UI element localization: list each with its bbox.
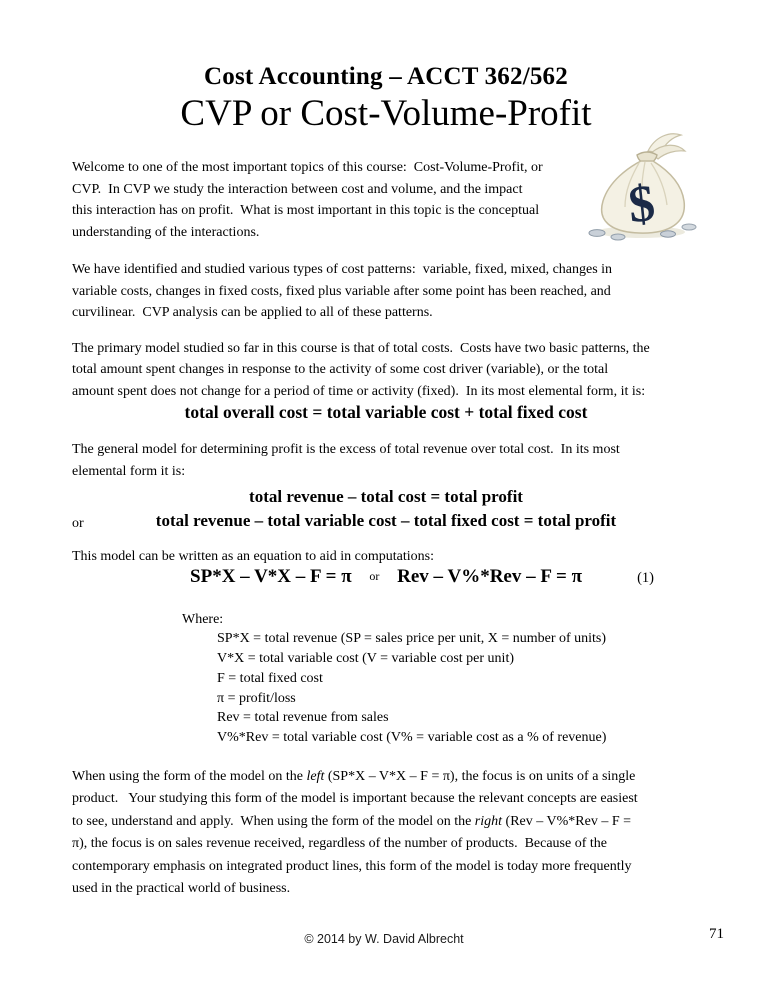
closing-paragraph: When using the form of the model on the left (SP*X – V*X – F = π), the focus is on units of a single product. Your studying this form of the model is important because the relevant concepts are easiest to see, understand and apply. When using the form of the model on the right (Rev – V%*Rev – F = π), the focus is on sales revenue received, regardless of the number of products. Because of the contemporary emphasis on integrated product lines, this form of the model is today more frequently used in the practical world of business. <box>72 769 638 897</box>
page-number: 71 <box>709 926 724 942</box>
cost-patterns-paragraph: We have identified and studied various types of cost patterns: variable, fixed, mixed, changes in variable costs, changes in fixed costs, fixed plus variable after some point has been reached, and curvilinear. CVP analysis can be applied to all of these patterns. <box>72 262 613 320</box>
profit-model-paragraph: The general model for determining profit is the excess of total revenue over total cost. In its most elemental form it is: <box>72 442 620 479</box>
or-label: or <box>72 516 84 531</box>
course-title: Cost Accounting – ACCT 362/562 <box>204 63 568 90</box>
money-bag-image <box>585 129 702 242</box>
equation-line <box>72 563 700 590</box>
dollar-sign: $ <box>625 174 658 235</box>
where-definitions: SP*X = total revenue (SP = sales price per unit, X = number of units) V*X = total variable cost (V = variable cost per unit) F = total fixed cost π = profit/loss Rev = total revenue from sales V%*Rev = total variable cost (V% = variable cost as a % of revenue) <box>217 631 607 746</box>
revenue-formula: total revenue – total cost = total profit <box>249 487 523 506</box>
primary-model-paragraph: The primary model studied so far in this course is that of total costs. Costs have two basic patterns, the total amount spent changes in response to the activity of some cost driver (variable), or the total amount spent does not change for a period of time or activity (fixed). In its most elemental form, it is: <box>72 340 650 399</box>
equation-intro-paragraph: This model can be written as an equation to aid in computations: <box>72 549 434 564</box>
total-cost-formula: total overall cost = total variable cost + total fixed cost <box>184 402 588 422</box>
page-title: CVP or Cost-Volume-Profit <box>180 93 592 134</box>
page-footer <box>0 922 768 962</box>
revenue-formula-expanded: total revenue – total variable cost – total fixed cost = total profit <box>155 511 617 530</box>
equation-units-form: SP*X – V*X – F = π <box>190 565 352 587</box>
where-block <box>72 610 700 749</box>
equation-number: (1) <box>637 569 654 586</box>
equation-revenue-form: Rev – V%*Rev – F = π <box>397 565 582 587</box>
revenue-formula-expanded-line <box>72 509 700 533</box>
copyright-text: © 2014 by W. David Albrecht <box>304 932 464 946</box>
equation-or-label: or <box>369 568 380 583</box>
where-label: Where: <box>182 611 224 627</box>
intro-paragraph: Welcome to one of the most important topics of this course: Cost-Volume-Profit, or CVP. In CVP we study the interaction between cost and volume, and the impact this interaction has on profit. What is most important in this topic is the conceptual understanding of the interactions. <box>72 160 543 240</box>
